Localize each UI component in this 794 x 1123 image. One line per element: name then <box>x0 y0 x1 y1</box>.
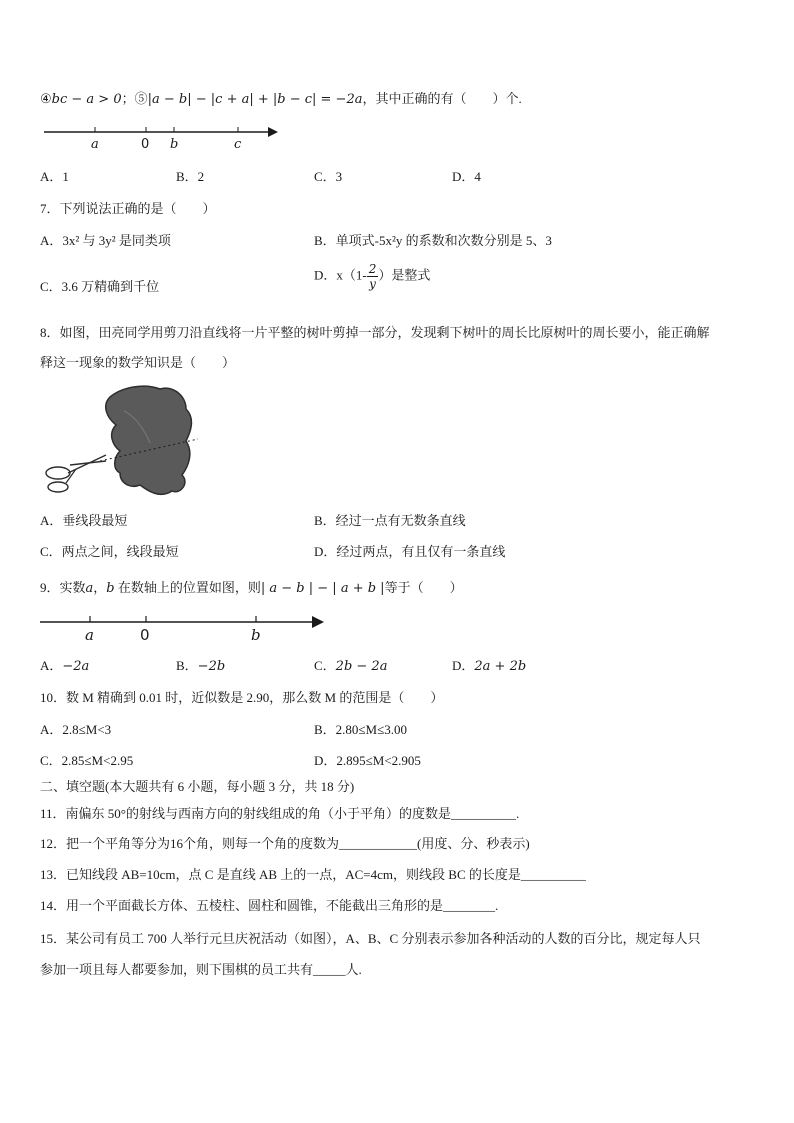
q9-number-line <box>40 612 330 644</box>
q9-label-b: b <box>251 626 261 644</box>
expr-4: bc − a > 0 <box>51 92 122 107</box>
q9-stem-post: 等于（ ） <box>384 580 463 595</box>
q15-line1: 15．某公司有员工 700 人举行元旦庆祝活动（如图），A、B、C 分别表示参加各种活动的人数的百分比，规定每人只 <box>40 931 701 946</box>
q9-axis-arrow <box>312 616 324 628</box>
section-2-heading: 二、填空题(本大题共有 6 小题，每小题 3 分，共 18 分) <box>40 779 355 794</box>
q7-d-fraction <box>367 262 379 291</box>
q9-var-b: b <box>106 581 115 596</box>
q7-option-b[interactable]: B．单项式-5x²y 的系数和次数分别是 5、3 <box>314 233 552 248</box>
fraction-numerator: 2 <box>368 262 377 276</box>
q6-option-b[interactable]: B．2 <box>176 169 205 184</box>
item-5-marker: ；⑤ <box>121 91 148 106</box>
q7-option-a[interactable]: A．3x² 与 3y² 是同类项 <box>40 233 171 248</box>
expr-5: |a − b| − |c + a| + |b − c| = −2a <box>147 92 363 107</box>
q9-stem-pre: 9．实数 <box>40 580 86 595</box>
q10-option-a[interactable]: A．2.8≤M<3 <box>40 722 112 737</box>
q6-option-c[interactable]: C．3 <box>314 169 343 184</box>
q9-option-c[interactable] <box>314 655 387 674</box>
q7-stem: 7．下列说法正确的是（ ） <box>40 201 216 216</box>
q9-option-a[interactable] <box>40 655 89 674</box>
leaf-scissors-figure <box>40 383 200 501</box>
q7-d-prefix: D．x（1- <box>314 267 367 283</box>
q6-statement-tail <box>40 88 522 107</box>
q6-label-0: 0 <box>141 137 150 152</box>
scissors-icon <box>46 455 106 492</box>
q6-tail-text: ，其中正确的有（ ）个. <box>362 91 522 106</box>
q9-option-d[interactable] <box>452 655 526 674</box>
q9-c-value: 2b − 2a <box>335 659 388 674</box>
q9-b-value: −2b <box>197 659 226 674</box>
q6-axis-arrow <box>268 127 278 137</box>
q9-a-letter: A． <box>40 658 63 673</box>
q8-option-a[interactable]: A．垂线段最短 <box>40 513 128 528</box>
q9-d-value: 2a + 2b <box>474 659 527 674</box>
fraction-denominator: y <box>369 277 376 291</box>
q9-stem-mid: 在数轴上的位置如图，则 <box>114 580 261 595</box>
q6-label-b: b <box>170 137 179 152</box>
q8-option-c[interactable]: C．两点之间，线段最短 <box>40 544 179 559</box>
q9-c-letter: C． <box>314 658 336 673</box>
q6-option-d[interactable]: D．4 <box>452 169 481 184</box>
q8-option-b[interactable]: B．经过一点有无数条直线 <box>314 513 466 528</box>
q9-var-a: a <box>85 581 94 596</box>
q8-stem-line2: 释这一现象的数学知识是（ ） <box>40 355 236 370</box>
q9-label-0: 0 <box>140 626 150 644</box>
item-4-marker: ④ <box>40 91 52 106</box>
q13: 13．已知线段 AB=10cm，点 C 是直线 AB 上的一点，AC=4cm，则线段 BC 的长度是__________ <box>40 867 586 882</box>
q8-option-d[interactable]: D．经过两点，有且仅有一条直线 <box>314 544 506 559</box>
q7-option-d[interactable] <box>314 262 430 291</box>
q9-option-b[interactable] <box>176 655 225 674</box>
q14: 14．用一个平面截长方体、五棱柱、圆柱和圆锥，不能截出三角形的是________. <box>40 898 499 913</box>
q8-stem-line1: 8．如图，田亮同学用剪刀沿直线将一片平整的树叶剪掉一部分，发现剩下树叶的周长比原树叶的周长要小，能正确解 <box>40 325 710 340</box>
q6-label-c: c <box>234 137 242 152</box>
q6-label-a: a <box>91 137 99 152</box>
q6-option-a[interactable]: A．1 <box>40 169 69 184</box>
q10-option-c[interactable]: C．2.85≤M<2.95 <box>40 753 134 768</box>
q10-option-d[interactable]: D．2.895≤M<2.905 <box>314 753 421 768</box>
q10-option-b[interactable]: B．2.80≤M≤3.00 <box>314 722 407 737</box>
q11: 11．南偏东 50°的射线与西南方向的射线组成的角（小于平角）的度数是__________. <box>40 806 520 821</box>
q10-stem: 10．数 M 精确到 0.01 时，近似数是 2.90，那么数 M 的范围是（ ） <box>40 690 444 705</box>
q9-b-letter: B． <box>176 658 198 673</box>
q9-comma: ， <box>93 580 107 595</box>
q9-stem <box>40 577 463 596</box>
q9-a-value: −2a <box>62 659 90 674</box>
q9-d-letter: D． <box>452 658 475 673</box>
q7-option-c[interactable]: C．3.6 万精确到千位 <box>40 279 160 294</box>
q7-d-suffix: ）是整式 <box>378 267 431 283</box>
q12: 12．把一个平角等分为16个角，则每一个角的度数为____________(用度、分、秒表示) <box>40 836 530 851</box>
q6-number-line <box>40 122 290 152</box>
q15-line2: 参加一项且每人都要参加，则下围棋的员工共有_____人. <box>40 962 362 977</box>
q9-label-a: a <box>85 626 94 644</box>
q9-expression: | a − b | − | a + b | <box>260 581 385 596</box>
